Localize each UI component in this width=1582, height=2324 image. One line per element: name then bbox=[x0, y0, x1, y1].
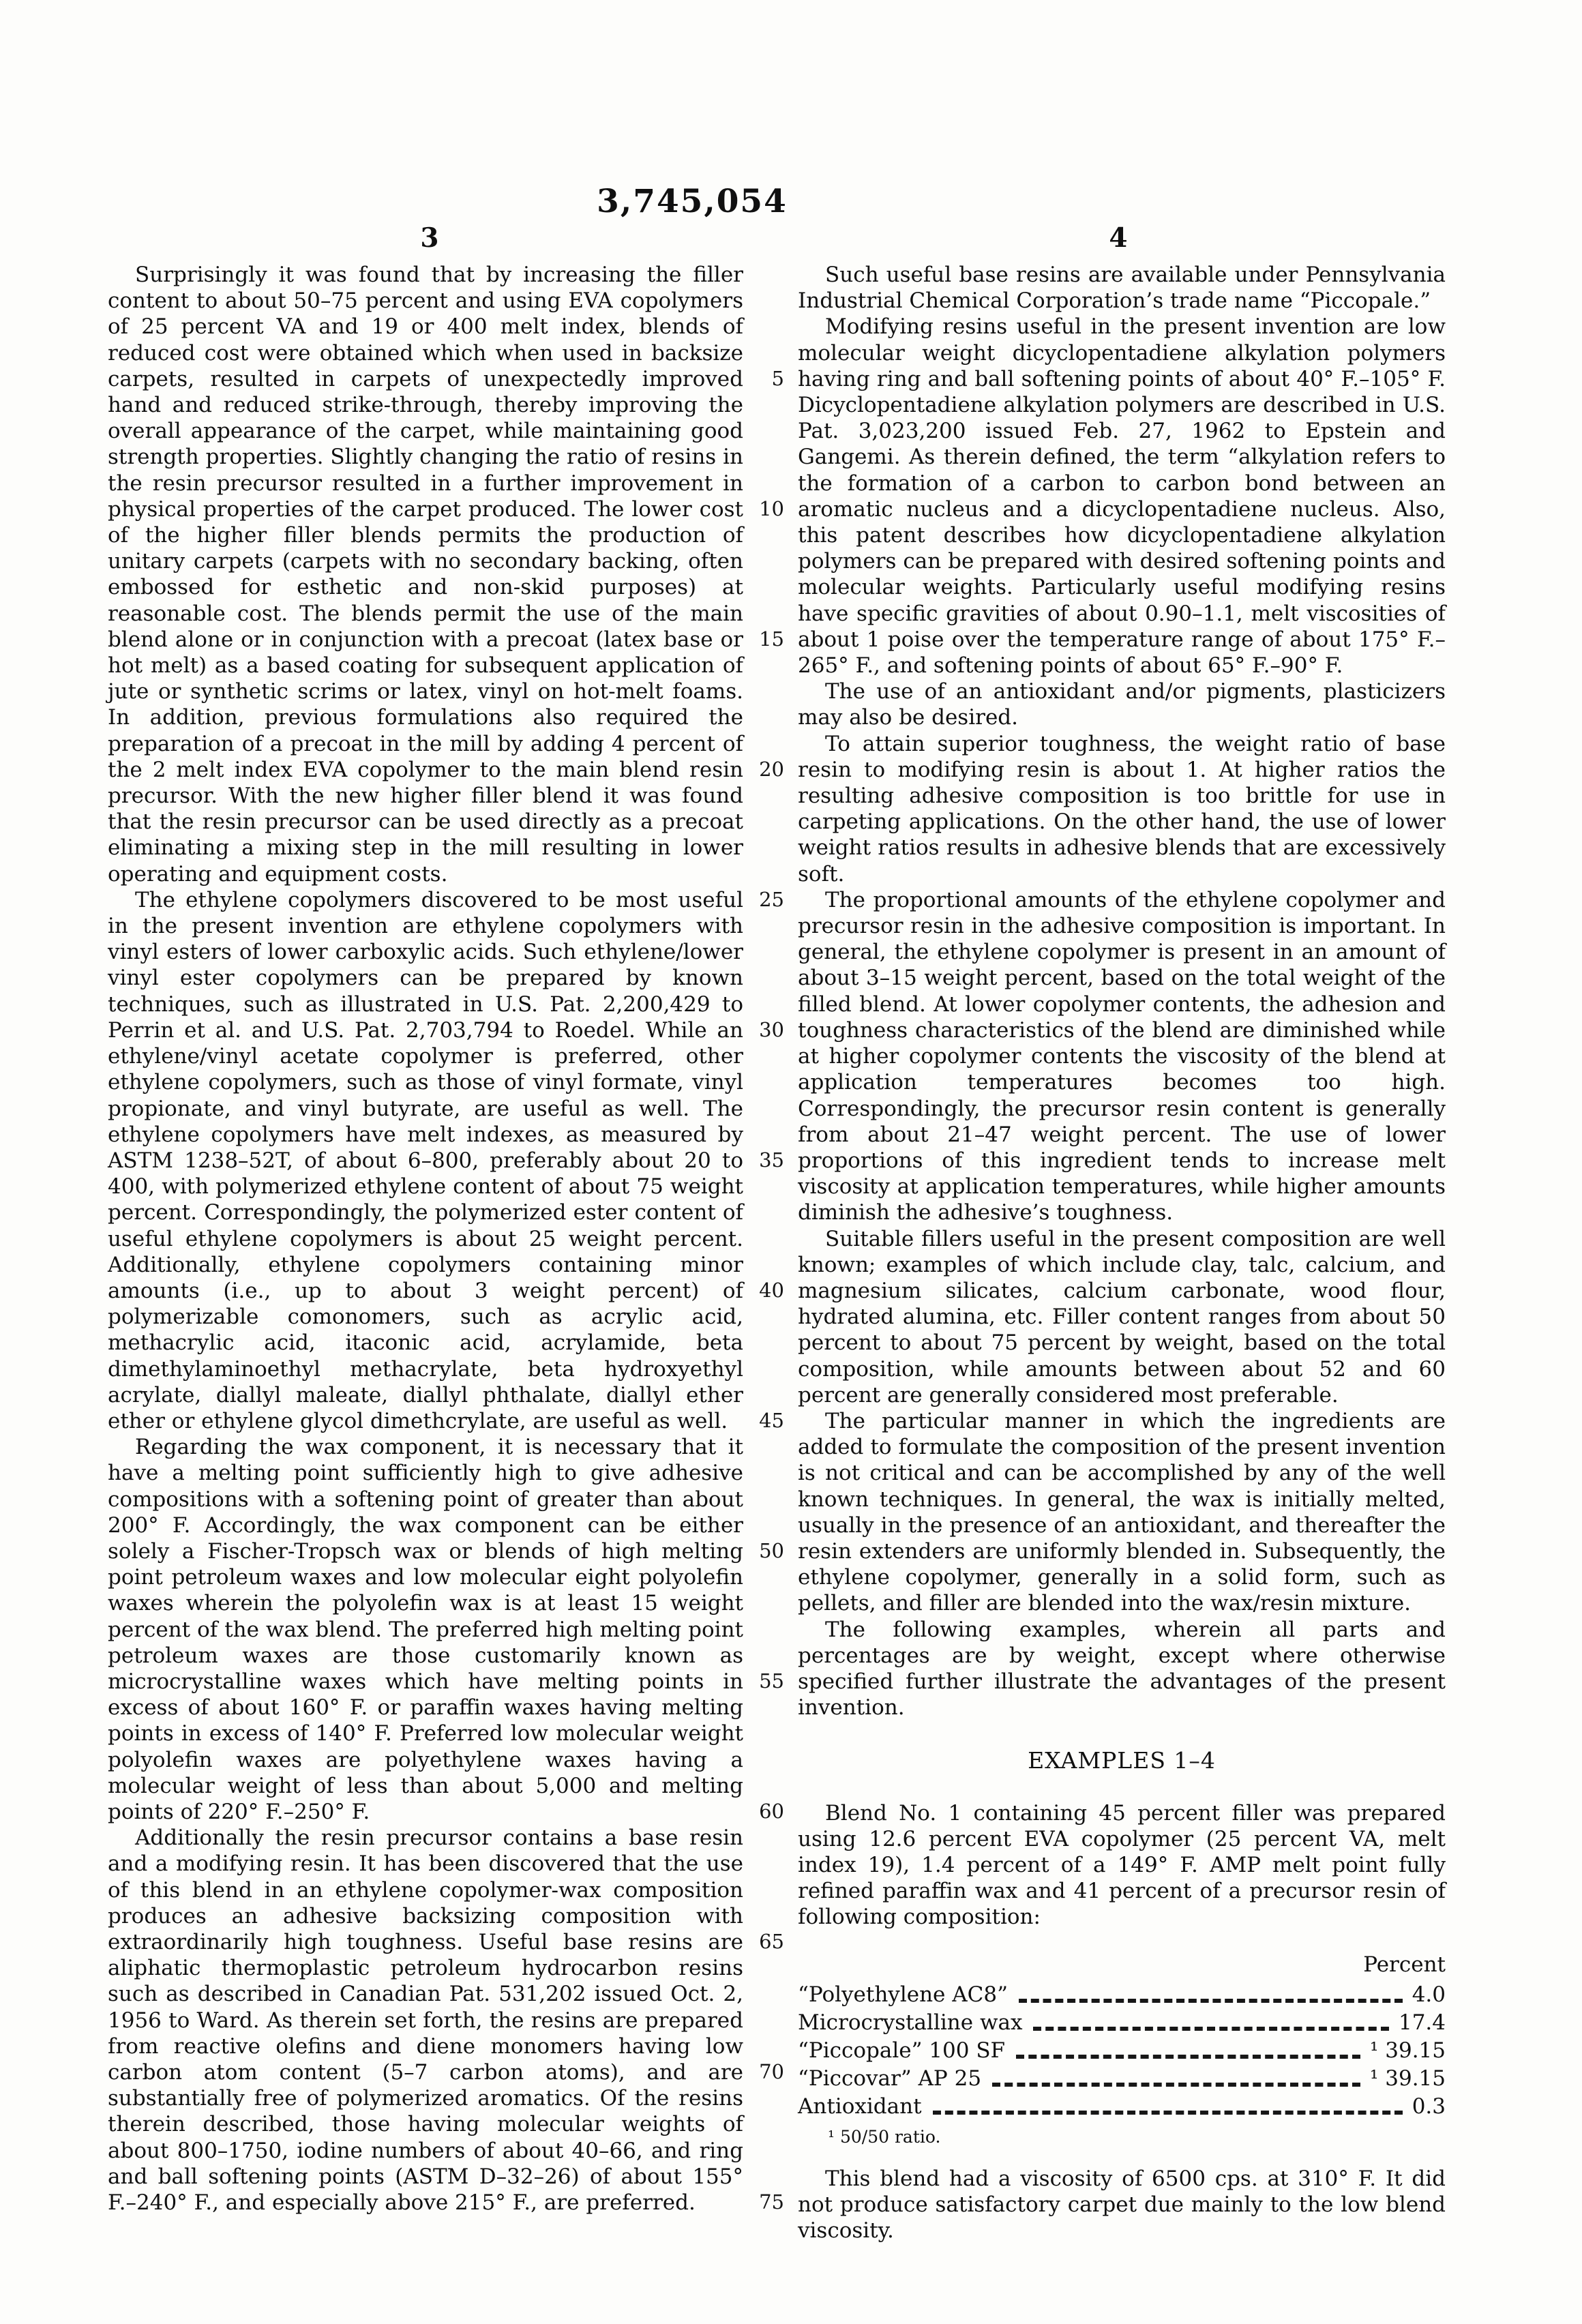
ingredient-value: 0.3 bbox=[1412, 2094, 1446, 2119]
paragraph: Blend No. 1 containing 45 percent filler was prepared using 12.6 percent EVA copolymer (25 percent VA, melt index 19), 1.4 percent of a 149° F. AMP melt point fully refined paraffin wax and 41 percent of a precursor resin of following composition: bbox=[798, 1800, 1446, 1930]
line-number: 75 bbox=[759, 2190, 784, 2214]
column-4-body-top bbox=[798, 262, 1446, 1720]
dash-leader bbox=[992, 2083, 1360, 2087]
line-number: 60 bbox=[759, 1800, 784, 1823]
line-number: 20 bbox=[759, 758, 784, 781]
paragraph: The following examples, wherein all parts and percentages are by weight, except where otherwise specified further illustrate the advantages of the present invention. bbox=[798, 1617, 1446, 1720]
line-number: 10 bbox=[759, 497, 784, 520]
paragraph: The ethylene copolymers discovered to be most useful in the present invention are ethylene copolymers with vinyl esters of lower carboxylic acids. Such ethylene/lower vinyl ester copolymers can be prepared by known techniques, such as illustrated in U.S. Pat. 2,200,429 to Perrin et al. and U.S. Pat. 2,703,794 to Roedel. While an ethylene/vinyl acetate copolymer is preferred, other ethylene copolymers, such as those of vinyl formate, vinyl propionate, and vinyl butyrate, are useful as well. The ethylene copolymers have melt indexes, as measured by ASTM 1238–52T, of about 6–800, preferably about 20 to 400, with polymerized ethylene content of about 75 weight percent. Correspondingly, the polymerized ester content of useful ethylene copolymers is about 25 weight percent. Additionally, ethylene copolymers containing minor amounts (i.e., up to about 3 weight percent) of polymerizable comonomers, such as acrylic acid, methacrylic acid, itaconic acid, acrylamide, beta dimethylaminoethyl methacrylate, beta hydroxyethyl acrylate, diallyl maleate, diallyl phthalate, diallyl ether ether or ethylene glycol dimethcrylate, are useful as well. bbox=[108, 887, 743, 1433]
line-number-gutter bbox=[736, 366, 784, 2319]
ingredient-label: Antioxidant bbox=[798, 2094, 922, 2119]
line-number: 45 bbox=[759, 1409, 784, 1432]
table-row bbox=[798, 2065, 1446, 2093]
dash-leader bbox=[1016, 2055, 1360, 2059]
table-row bbox=[798, 2009, 1446, 2037]
ingredient-label: “Piccovar” AP 25 bbox=[798, 2066, 982, 2091]
paragraph: Surprisingly it was found that by increasing the filler content to about 50–75 percent and using EVA copolymers of 25 percent VA and 19 or 400 melt index, blends of reduced cost were obtained which when used in backsize carpets, resulted in carpets of unexpectedly improved hand and reduced strike-through, thereby improving the overall appearance of the carpet, while maintaining good strength properties. Slightly changing the ratio of resins in the resin precursor resulted in a further improvement in physical properties of the carpet produced. The lower cost of the higher filler blends permits the production of unitary carpets (carpets with no secondary backing, often embossed for esthetic and non-skid purposes) at reasonable cost. The blends permit the use of the main blend alone or in conjunction with a precoat (latex base or hot melt) as a based coating for subsequent application of jute or synthetic scrims or latex, vinyl on hot-melt foams. In addition, previous formulations also required the preparation of a precoat in the mill by adding 4 percent of the 2 melt index EVA copolymer to the main blend resin precursor. With the new higher filler blend it was found that the resin precursor can be used directly as a precoat eliminating a mixing step in the mill resulting in lower operating and equipment costs. bbox=[108, 263, 743, 887]
paragraph: The particular manner in which the ingredients are added to formulate the composition of the present invention is not critical and can be accomplished by any of the well known techniques. In general, the wax is initially melted, usually in the presence of an antioxidant, and thereafter the resin extenders are uniformly blended in. Subsequently, the ethylene copolymer, generally in a solid form, such as pellets, and filler are blended into the wax/resin mixture. bbox=[798, 1408, 1446, 1616]
ingredient-label: “Polyethylene AC8” bbox=[798, 1982, 1008, 2007]
table-footnote: ¹ 50/50 ratio. bbox=[828, 2126, 941, 2147]
ingredient-value: 17.4 bbox=[1398, 2010, 1446, 2035]
table-row bbox=[798, 1981, 1446, 2009]
line-number: 40 bbox=[759, 1279, 784, 1302]
table-rows bbox=[798, 1981, 1446, 2121]
dash-leader bbox=[933, 2111, 1403, 2115]
examples-heading: EXAMPLES 1–4 bbox=[1028, 1747, 1216, 1774]
composition-table bbox=[798, 1951, 1446, 2148]
line-number: 30 bbox=[759, 1018, 784, 1041]
ingredient-value: ¹ 39.15 bbox=[1369, 2066, 1446, 2091]
paragraph: Regarding the wax component, it is necessary that it have a melting point sufficiently high to give adhesive compositions with a softening point of greater than about 200° F. Accordingly, the wax component can be either solely a Fischer-Tropsch wax or blends of high melting point petroleum waxes and low molecular eight polyolefin waxes wherein the polyolefin wax is at least 15 weight percent of the wax blend. The preferred high melting point petroleum waxes are those customarily known as microcrystalline waxes which have melting points in excess of about 160° F. or paraffin waxes having melting points in excess of 140° F. Preferred low molecular weight polyolefin waxes are polyethylene waxes having a molecular weight of less than about 5,000 and melting points of 220° F.–250° F. bbox=[108, 1435, 743, 1824]
line-number: 65 bbox=[759, 1930, 784, 1953]
dash-leader bbox=[1019, 1999, 1403, 2003]
paragraph: The proportional amounts of the ethylene copolymer and precursor resin in the adhesive composition is important. In general, the ethylene copolymer is present in an amount of about 3–15 weight percent, based on the total weight of the filled blend. At lower copolymer contents, the adhesion and toughness characteristics of the blend are diminished while at higher copolymer contents the viscosity of the blend at application temperatures becomes too high. Correspondingly, the precursor resin content is generally from about 21–47 weight percent. The use of lower proportions of this ingredient tends to increase melt viscosity at application temperatures, while higher amounts diminish the adhesive’s toughness. bbox=[798, 887, 1446, 1225]
line-number: 15 bbox=[759, 627, 784, 651]
paragraph: Additionally the resin precursor contains a base resin and a modifying resin. It has been discovered that the use of this blend in an ethylene copolymer-wax composition produces an adhesive backsizing composition with extraordinarily high toughness. Useful base resins are aliphatic thermoplastic petroleum hydrocarbon resins such as described in Canadian Pat. 531,202 issued Oct. 2, 1956 to Ward. As therein set forth, the resins are prepared from reactive olefins and diene monomers having low carbon atom content (5–7 carbon atoms), and are substantially free of polymerized aromatics. Of the resins therein described, those having molecular weights of about 800–1750, iodine numbers of about 40–66, and ring and ball softening points (ASTM D–32–26) of about 155° F.–240° F., and especially above 215° F., are preferred. bbox=[108, 1826, 743, 2216]
ingredient-label: Microcrystalline wax bbox=[798, 2010, 1023, 2035]
dash-leader bbox=[1033, 2027, 1389, 2031]
ingredient-value: ¹ 39.15 bbox=[1369, 2038, 1446, 2063]
paragraph: To attain superior toughness, the weight ratio of base resin to modifying resin is about 1. At higher ratios the resulting adhesive composition is too brittle for use in carpeting applications. On the other hand, the use of lower weight ratios results in adhesive blends that are excessively soft. bbox=[798, 731, 1446, 887]
column-3-heading: 3 bbox=[420, 222, 439, 254]
line-number: 50 bbox=[759, 1539, 784, 1562]
column-3-text bbox=[108, 262, 743, 2216]
table-row bbox=[798, 2037, 1446, 2065]
patent-number: 3,745,054 bbox=[597, 183, 788, 220]
ingredient-label: “Piccopale” 100 SF bbox=[798, 2038, 1006, 2063]
line-number: 35 bbox=[759, 1148, 784, 1172]
paragraph: Such useful base resins are available under Pennsylvania Industrial Chemical Corporation’s trade name “Piccopale.” bbox=[798, 263, 1446, 314]
line-number: 25 bbox=[759, 888, 784, 911]
column-4-text bbox=[798, 262, 1446, 2244]
table-header-percent: Percent bbox=[1363, 1952, 1446, 1977]
paragraph: This blend had a viscosity of 6500 cps. at 310° F. It did not produce satisfactory carpet due mainly to the low blend viscosity. bbox=[798, 2166, 1446, 2243]
column-4-heading: 4 bbox=[1109, 222, 1128, 254]
column-4-body-bottom bbox=[798, 2166, 1446, 2244]
line-number: 55 bbox=[759, 1669, 784, 1693]
paragraph: Modifying resins useful in the present invention are low molecular weight dicyclopentadiene alkylation polymers having ring and ball softening points of about 40° F.–105° F. Dicyclopentadiene alkylation polymers are described in U.S. Pat. 3,023,200 issued Feb. 27, 1962 to Epstein and Gangemi. As therein defined, the term “alkylation refers to the formation of a carbon to carbon bond between an aromatic nucleus and a dicyclopentadiene nucleus. Also, this patent describes how dicyclopentadiene alkylation polymers can be prepared with desired softening points and molecular weights. Particularly useful modifying resins have specific gravities of about 0.90–1.1, melt viscosities of about 1 poise over the temperature range of about 175° F.–265° F., and softening points of about 65° F.–90° F. bbox=[798, 314, 1446, 679]
ingredient-value: 4.0 bbox=[1412, 1982, 1446, 2007]
paragraph: Suitable fillers useful in the present composition are well known; examples of which include clay, talc, calcium, and magnesium silicates, calcium carbonate, wood flour, hydrated alumina, etc. Filler content ranges from about 50 percent to about 75 percent by weight, based on the total composition, while amounts between about 52 and 60 percent are generally considered most preferable. bbox=[798, 1226, 1446, 1407]
table-row bbox=[798, 2093, 1446, 2121]
paragraph: The use of an antioxidant and/or pigments, plasticizers may also be desired. bbox=[798, 679, 1446, 730]
line-number: 5 bbox=[771, 367, 784, 390]
line-number: 70 bbox=[759, 2060, 784, 2083]
column-4-body-mid bbox=[798, 1800, 1446, 1931]
